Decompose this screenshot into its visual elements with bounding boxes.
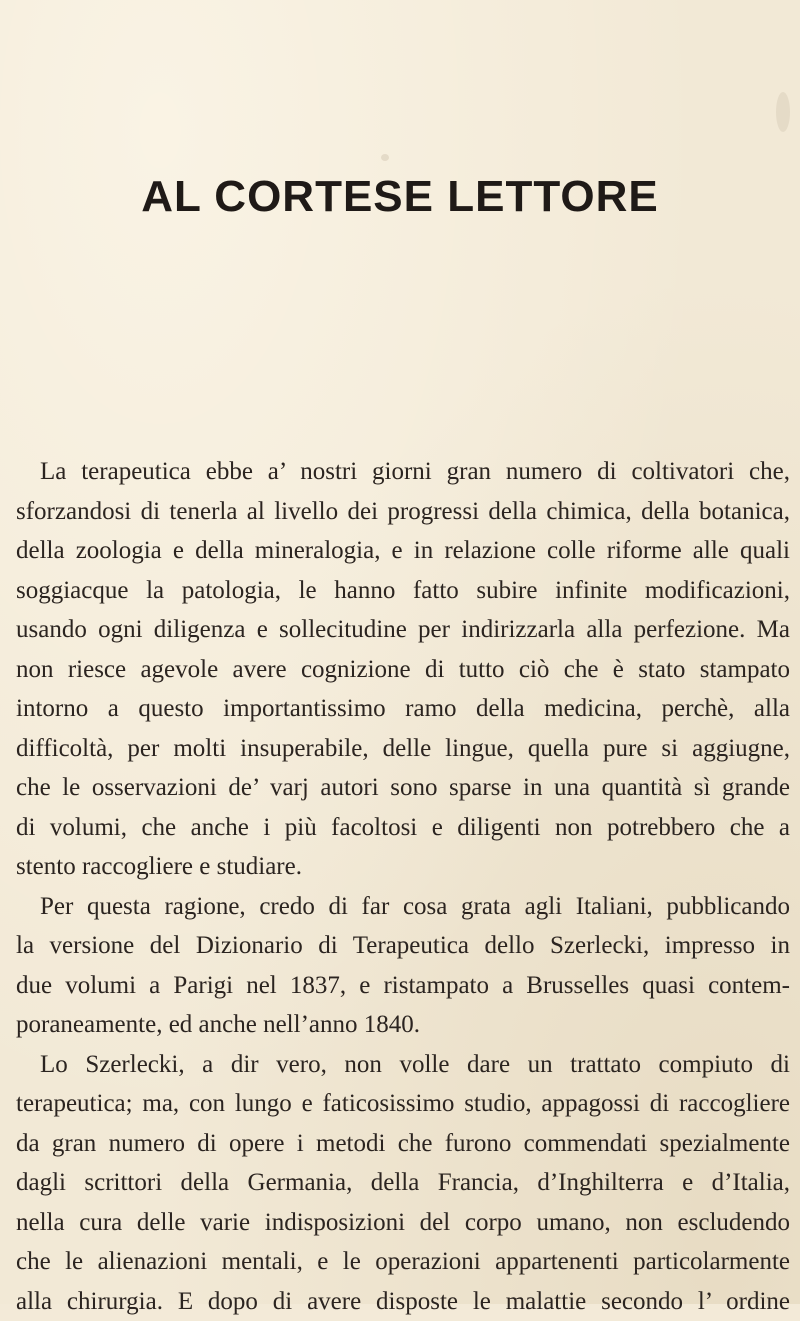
text-line: usando ogni diligenza e sollecitudine per indirizzarla alla perfezione. Ma: [16, 610, 790, 650]
ink-speck: [381, 154, 389, 161]
text-line: che le alienazioni mentali, e le operazioni appartenenti particolarmente: [16, 1242, 790, 1282]
text-line: che le osservazioni de’ varj autori sono sparse in una quantità sì grande: [16, 768, 790, 808]
text-line: terapeutica; ma, con lungo e faticosissimo studio, appagossi di raccogliere: [16, 1084, 790, 1124]
body-text: [16, 452, 790, 1321]
text-line: di volumi, che anche i più facoltosi e diligenti non potrebbero che a: [16, 808, 790, 848]
text-line: La terapeutica ebbe a’ nostri giorni gran numero di coltivatori che,: [16, 452, 790, 492]
text-line: sforzandosi di tenerla al livello dei progressi della chimica, della botanica,: [16, 492, 790, 532]
text-line: Per questa ragione, credo di far cosa grata agli Italiani, pubblicando: [16, 887, 790, 927]
text-line: poraneamente, ed anche nell’anno 1840.: [16, 1005, 790, 1045]
text-line: dagli scrittori della Germania, della Francia, d’Inghilterra e d’Italia,: [16, 1163, 790, 1203]
text-line: Lo Szerlecki, a dir vero, non volle dare un trattato compiuto di: [16, 1045, 790, 1085]
text-line: intorno a questo importantissimo ramo della medicina, perchè, alla: [16, 689, 790, 729]
text-line: stento raccogliere e studiare.: [16, 847, 790, 887]
text-line: alla chirurgia. E dopo di avere disposte le malattie secondo l’ ordine: [16, 1282, 790, 1321]
paper-stain: [776, 92, 790, 132]
text-line: da gran numero di opere i metodi che furono commendati spezialmente: [16, 1124, 790, 1164]
text-line: nella cura delle varie indisposizioni del corpo umano, non escludendo: [16, 1203, 790, 1243]
page-title: AL CORTESE LETTORE: [0, 172, 800, 222]
text-line: soggiacque la patologia, le hanno fatto subire infinite modificazioni,: [16, 571, 790, 611]
text-line: due volumi a Parigi nel 1837, e ristampato a Brusselles quasi contem-: [16, 966, 790, 1006]
text-line: della zoologia e della mineralogia, e in relazione colle riforme alle quali: [16, 531, 790, 571]
text-line: difficoltà, per molti insuperabile, delle lingue, quella pure si aggiugne,: [16, 729, 790, 769]
text-line: non riesce agevole avere cognizione di tutto ciò che è stato stampato: [16, 650, 790, 690]
text-line: la versione del Dizionario di Terapeutica dello Szerlecki, impresso in: [16, 926, 790, 966]
